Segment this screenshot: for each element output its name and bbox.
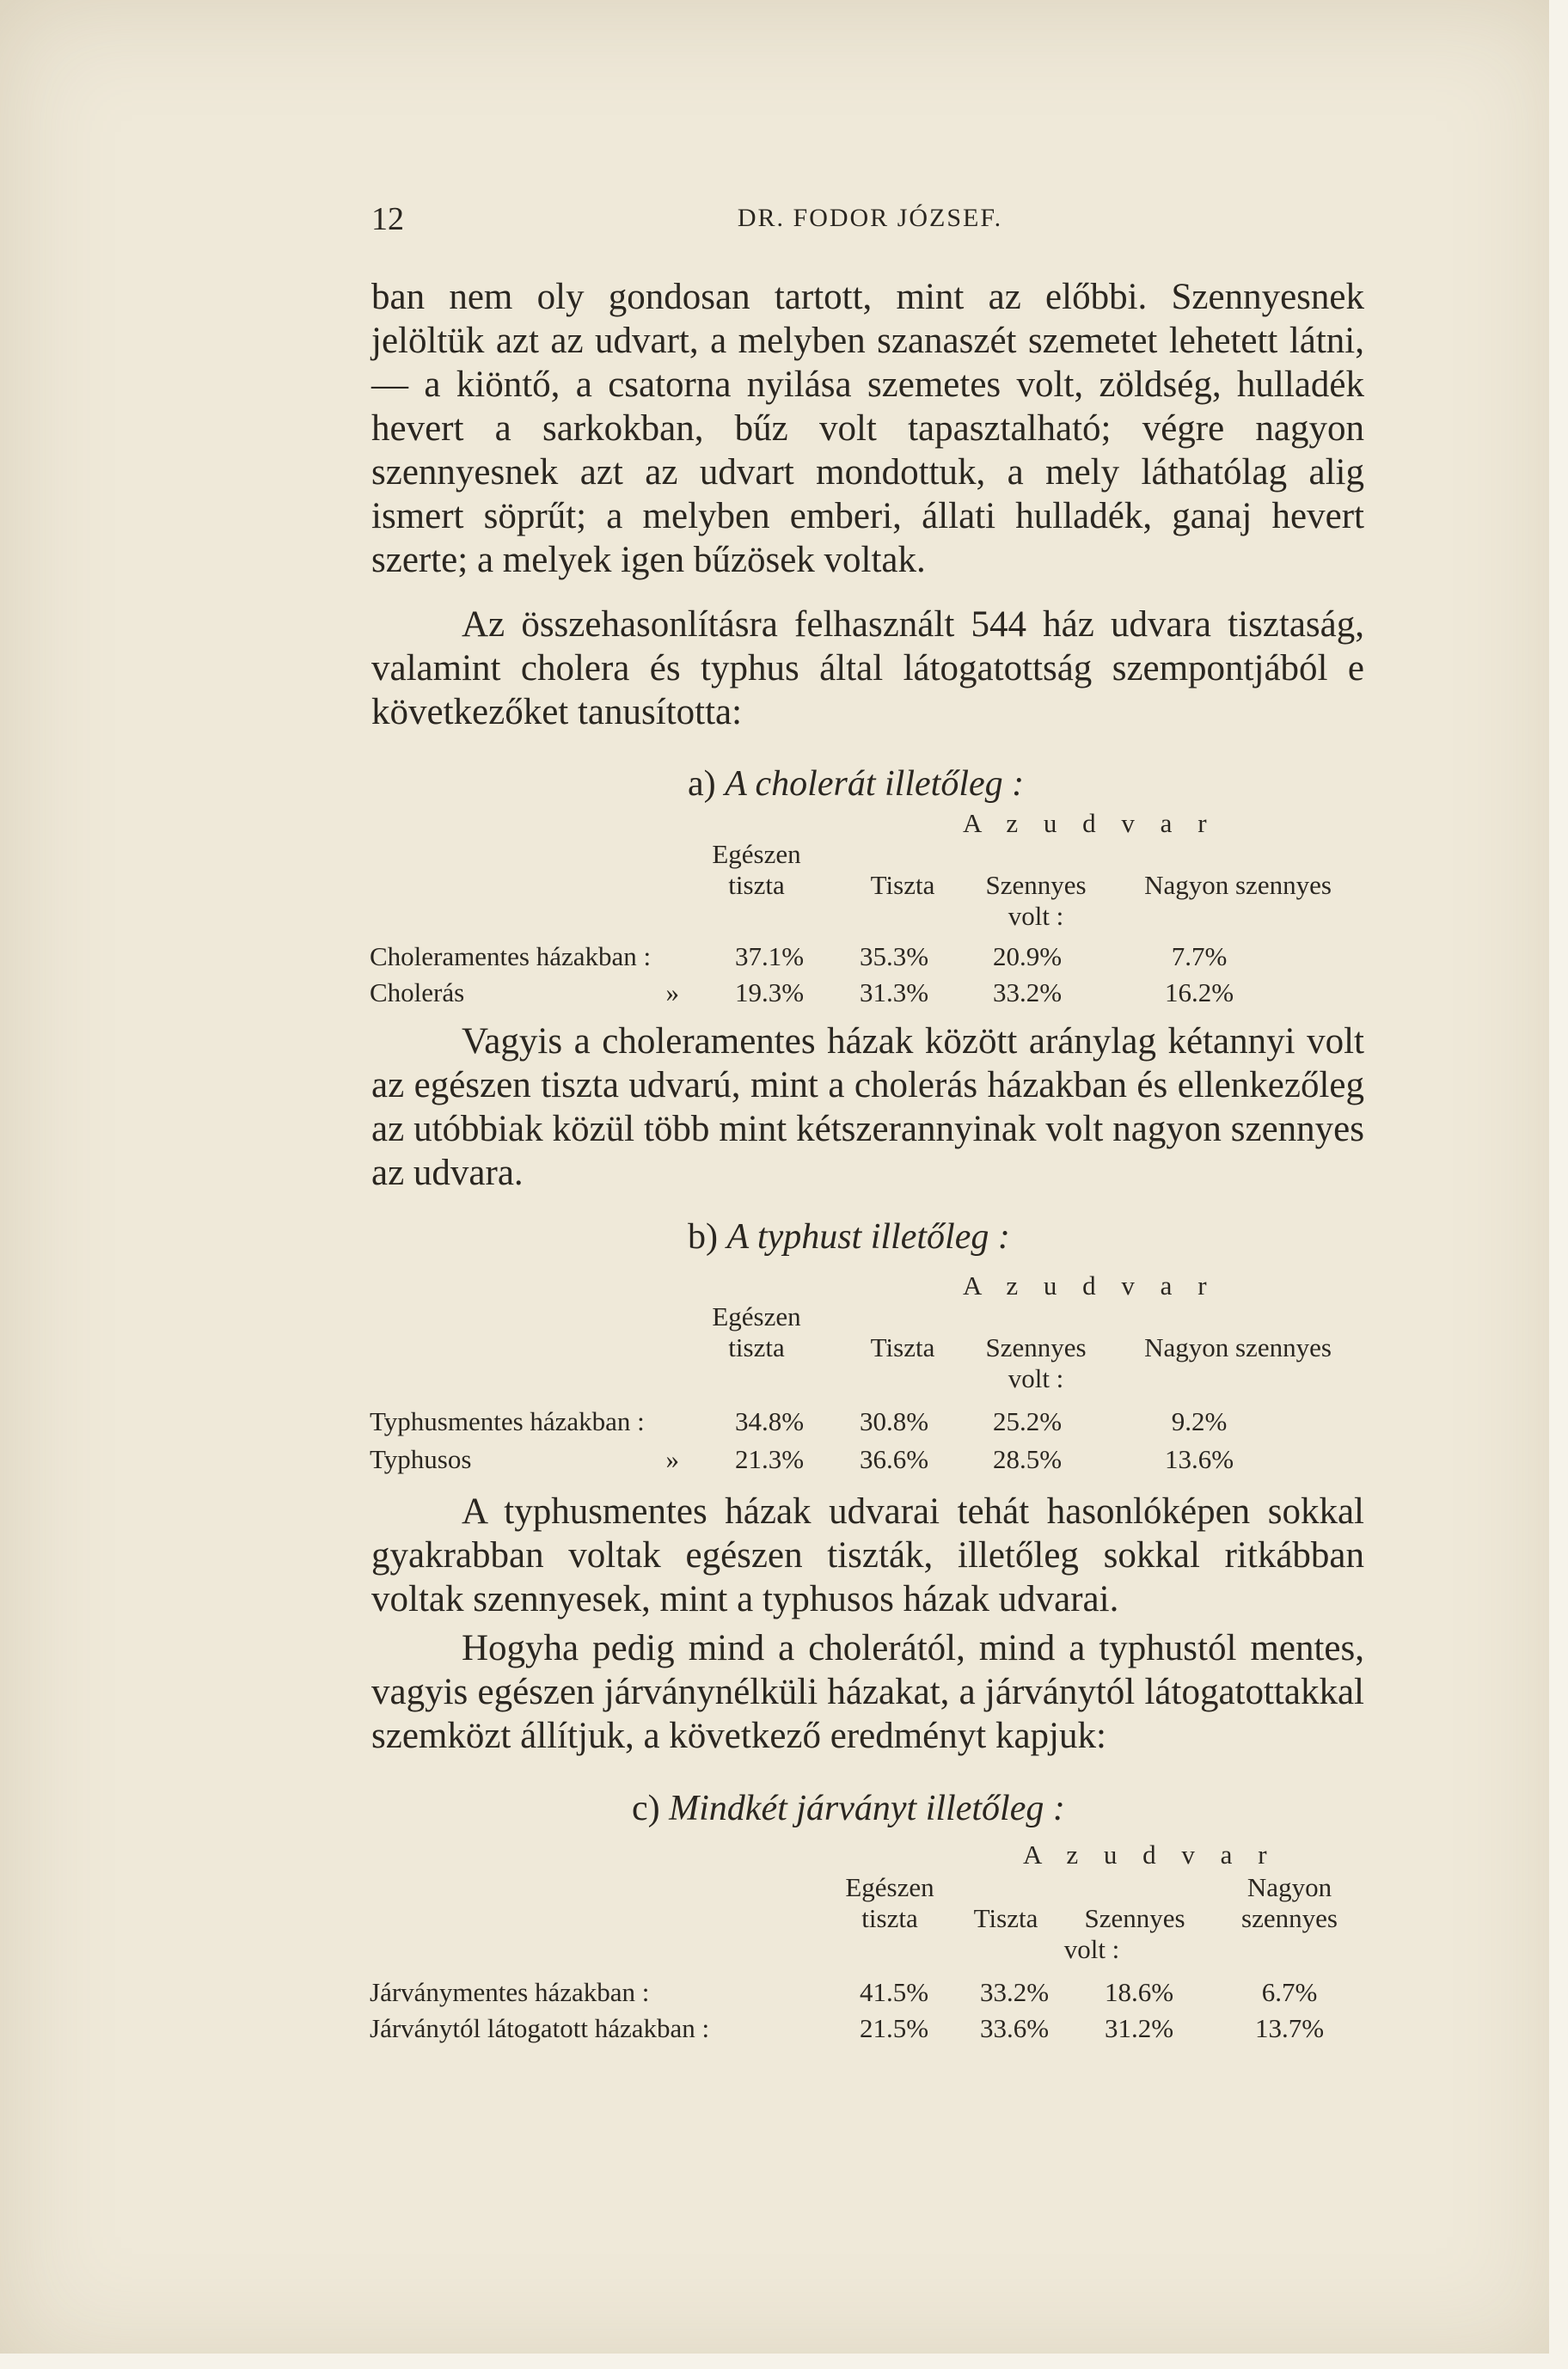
row-label: Járványmentes házakban :: [370, 1977, 650, 2007]
cell: 13.7%: [1254, 2013, 1325, 2043]
page-header: [371, 200, 1369, 243]
table-a: [370, 808, 1371, 1023]
table-c-col4-bottom: szennyes: [1241, 1903, 1338, 1933]
table-c-title: [632, 1788, 1065, 1829]
cell: 31.2%: [1104, 2013, 1174, 2043]
table-c-letter: c): [632, 1789, 660, 1828]
table-a-col1-top: Egészen: [712, 839, 801, 869]
cell: 36.6%: [859, 1444, 929, 1474]
cell: 35.3%: [859, 941, 929, 971]
cell: 21.5%: [859, 2013, 929, 2043]
row-label: Cholerás: [370, 977, 465, 1007]
cell: 16.2%: [1164, 977, 1234, 1007]
table-a-col3-header: Szennyes: [985, 870, 1087, 900]
table-c-col1-bottom: tiszta: [861, 1903, 918, 1933]
table-a-col4-header: Nagyon szennyes: [1144, 870, 1332, 900]
row-label: Choleramentes házakban :: [370, 941, 652, 971]
table-b-heading: A typhust illetőleg :: [726, 1217, 1010, 1257]
table-a-title: [688, 763, 1024, 805]
cell: 7.7%: [1171, 941, 1228, 971]
table-b: [370, 1270, 1371, 1485]
scan-edge-right: [1549, 0, 1568, 2369]
cell: 31.3%: [859, 977, 929, 1007]
table-a-group-header: A z u d v a r: [963, 808, 1216, 838]
cell: 19.3%: [734, 977, 805, 1007]
table-b-col4-header: Nagyon szennyes: [1144, 1332, 1332, 1362]
cell: 30.8%: [859, 1406, 929, 1436]
cell: 33.2%: [979, 1977, 1050, 2007]
cell: 41.5%: [859, 1977, 929, 2007]
table-c: [370, 1839, 1371, 2063]
table-c-group-header: A z u d v a r: [1023, 1839, 1277, 1870]
row-ditto: »: [665, 1444, 679, 1474]
cell: 13.6%: [1164, 1444, 1234, 1474]
cell: 34.8%: [734, 1406, 805, 1436]
table-c-col1-top: Egészen: [845, 1872, 934, 1902]
cell: 6.7%: [1261, 1977, 1318, 2007]
cell: 37.1%: [734, 941, 805, 971]
table-a-col1-bottom: tiszta: [728, 870, 785, 900]
table-c-col4-top: Nagyon: [1246, 1872, 1332, 1902]
paragraph-5: Hogyha pedig mind a cholerától, mind a typhustól mentes, vagyis egészen járványnélküli házakat, a járványtól látogatottakkal szemközt állítjuk, a következő eredményt kapjuk:: [371, 1628, 1364, 1756]
table-a-heading: A cholerát illetőleg :: [725, 764, 1025, 804]
paragraph-1: ban nem oly gondosan tartott, mint az előbbi. Szennyesnek jelöltük azt az udvart, a melyben szanaszét szemetet lehetett látni, — a kiöntő, a csatorna nyilása szemetes volt, zöldség, hulladék hevert a sarkokban, bűz volt tapasztalható; végre nagyon szennyesnek azt az udvart mondottuk, a mely láthatólag alig ismert söprűt; a melyben emberi, állati hulladék, ganaj hevert szerte; a melyek igen bűzösek voltak.: [371, 277, 1364, 580]
cell: 28.5%: [992, 1444, 1063, 1474]
table-b-col2-header: Tiszta: [870, 1332, 935, 1362]
table-b-letter: b): [688, 1217, 718, 1257]
table-c-col3-sub: volt :: [1063, 1934, 1120, 1964]
row-label: Typhusos: [370, 1444, 472, 1474]
table-a-col3-sub: volt :: [1008, 901, 1064, 931]
scan-edge-bottom: [0, 2354, 1568, 2369]
table-b-col1-bottom: tiszta: [728, 1332, 785, 1362]
table-b-col3-header: Szennyes: [985, 1332, 1087, 1362]
cell: 33.6%: [979, 2013, 1050, 2043]
cell: 25.2%: [992, 1406, 1063, 1436]
paragraph-2: Az összehasonlításra felhasznált 544 ház udvara tisztaság, valamint cholera és typhus által látogatottság szempontjából e következőket tanusította:: [371, 604, 1364, 732]
cell: 9.2%: [1171, 1406, 1228, 1436]
table-a-letter: a): [688, 764, 716, 804]
table-b-group-header: A z u d v a r: [963, 1270, 1216, 1301]
paragraph-3: Vagyis a choleramentes házak között aránylag kétannyi volt az egészen tiszta udvarú, mint a cholerás házakban és ellenkezőleg az utóbbiak közül több mint kétszerannyinak volt nagyon szennyes az udvara.: [371, 1021, 1364, 1193]
table-b-title: [688, 1216, 1010, 1258]
table-b-col3-sub: volt :: [1008, 1363, 1064, 1393]
page-number: 12: [371, 201, 404, 237]
paragraph-4: A typhusmentes házak udvarai tehát hasonlóképen sokkal gyakrabban voltak egészen tiszták, illetőleg sokkal ritkábban voltak szennyesek, mint a typhusos házak udvarai.: [371, 1491, 1364, 1619]
cell: 33.2%: [992, 977, 1063, 1007]
table-a-col2-header: Tiszta: [870, 870, 935, 900]
running-title: DR. FODOR JÓZSEF.: [737, 204, 1003, 232]
cell: 21.3%: [734, 1444, 805, 1474]
table-c-col2-header: Tiszta: [973, 1903, 1038, 1933]
cell: 18.6%: [1104, 1977, 1174, 2007]
table-c-heading: Mindkét járványt illetőleg :: [669, 1789, 1065, 1828]
row-label: Typhusmentes házakban :: [370, 1406, 645, 1436]
row-label: Járványtól látogatott házakban :: [370, 2013, 710, 2043]
table-b-col1-top: Egészen: [712, 1301, 801, 1331]
row-ditto: »: [665, 977, 679, 1007]
table-c-col3-header: Szennyes: [1084, 1903, 1185, 1933]
cell: 20.9%: [992, 941, 1063, 971]
